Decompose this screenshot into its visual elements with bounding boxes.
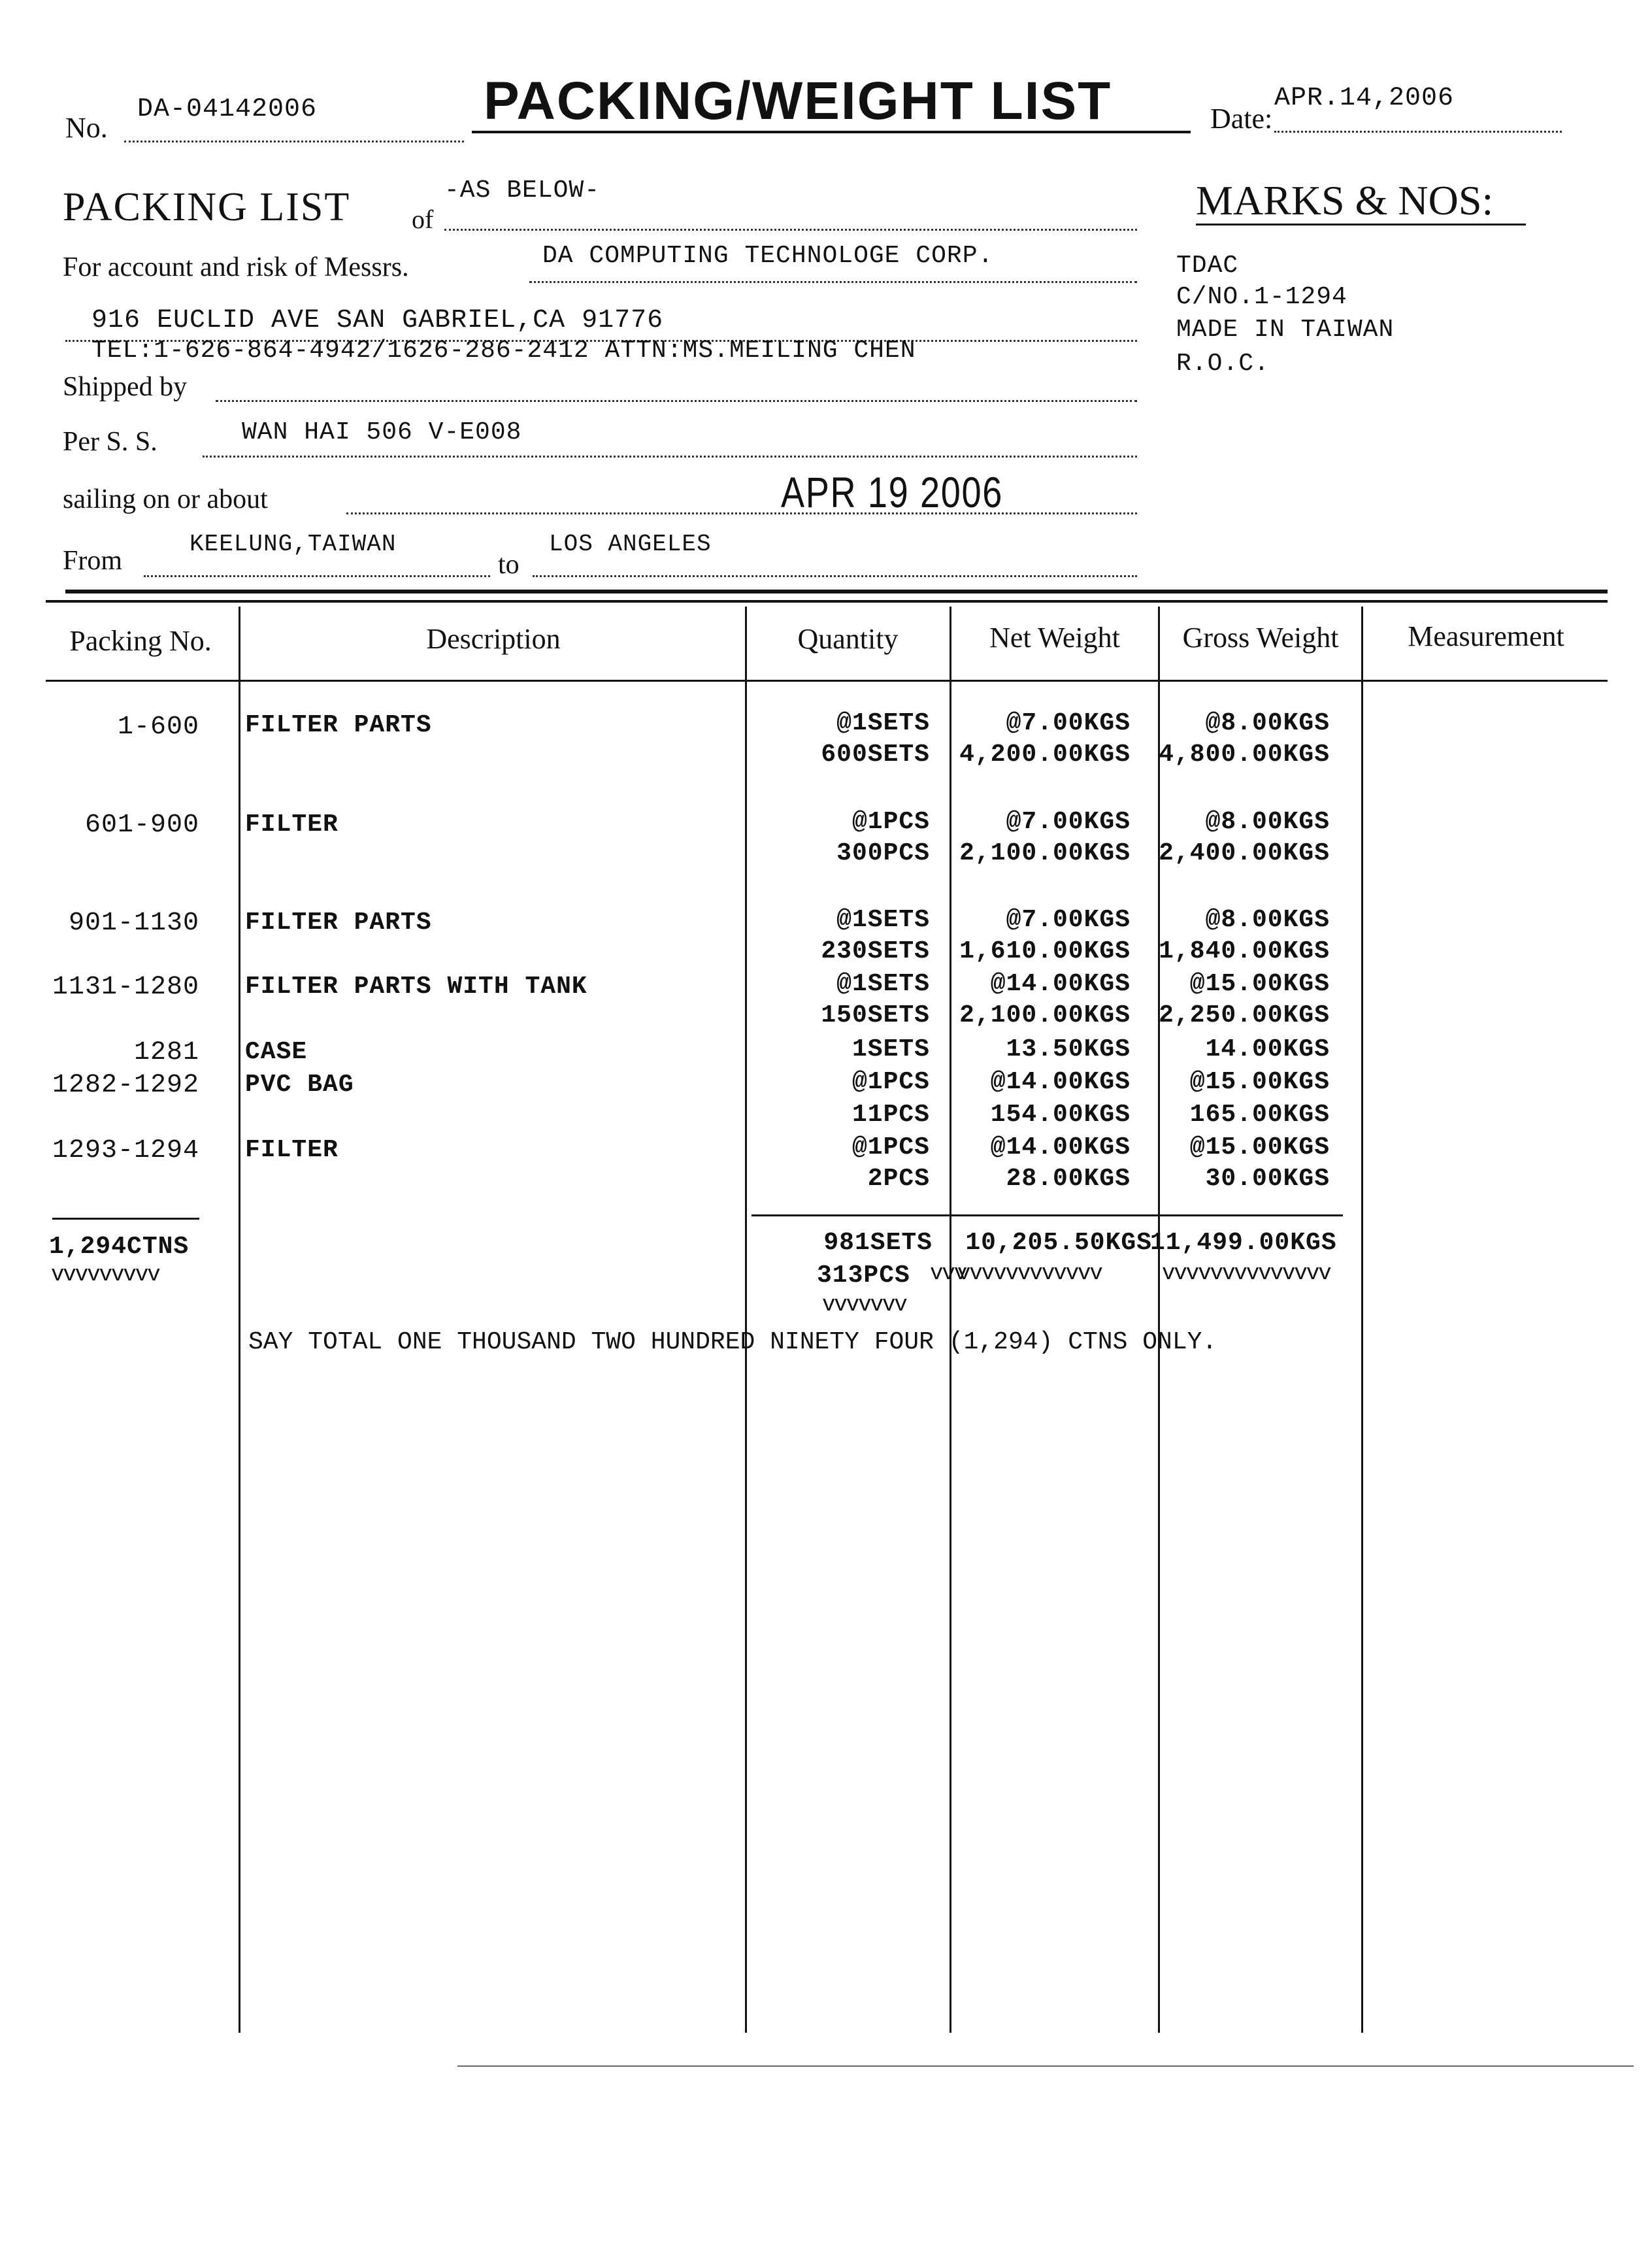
cell-quantity: @1SETS [836,970,930,998]
column-divider [745,607,747,2033]
cell-packing-no: 1282-1292 [52,1071,199,1100]
cell-gross-weight: @8.00KGS [1205,808,1330,836]
cell-packing-no: 601-900 [84,810,199,840]
shipped-by-dotted-line [216,400,1137,402]
cell-net-weight: 154.00KGS [990,1101,1131,1129]
cell-description: FILTER PARTS WITH TANK [245,973,587,1001]
cell-net-weight: @7.00KGS [1006,709,1131,737]
cell-net-weight: 1,610.00KGS [959,937,1131,965]
cell-description: FILTER [245,1136,339,1164]
column-divider [239,607,240,2033]
date-dotted-line [1274,131,1562,133]
shipped-by-label: Shipped by [63,372,188,402]
table-top-rule [65,590,1608,593]
sailing-label: sailing on or about [63,484,268,514]
table-top-rule-2 [46,600,1608,603]
cell-quantity: 600SETS [821,741,930,769]
account-value: DA COMPUTING TECHNOLOGE CORP. [542,242,994,270]
header-description: Description [426,623,561,655]
from-value: KEELUNG,TAIWAN [190,531,397,558]
marks-title: MARKS & NOS: [1196,177,1494,224]
header-measurement: Measurement [1408,620,1564,652]
number-label: No. [65,112,108,144]
number-value: DA-04142006 [137,95,318,124]
per-ss-label: Per S. S. [63,427,157,457]
cell-gross-weight: 30.00KGS [1205,1165,1330,1193]
cell-net-weight: @7.00KGS [1006,906,1131,934]
sailing-dotted-line [346,512,1137,514]
date-label: Date: [1210,103,1273,135]
of-dotted-line [444,229,1137,231]
column-divider [1361,607,1363,2033]
total-gross-weight: 11,499.00KGS [1150,1229,1337,1257]
total-rule-packing [52,1218,199,1220]
sailing-date-stamp: APR 19 2006 [781,468,1003,516]
cell-description: CASE [245,1038,308,1066]
cell-packing-no: 1131-1280 [52,973,199,1002]
cell-gross-weight: 14.00KGS [1205,1035,1330,1063]
cell-description: FILTER [245,810,339,839]
cell-net-weight: 13.50KGS [1006,1035,1131,1063]
cell-gross-weight: 1,840.00KGS [1159,937,1330,965]
cell-gross-weight: @8.00KGS [1205,906,1330,934]
cell-description: FILTER PARTS [245,909,432,937]
cell-description: FILTER PARTS [245,711,432,739]
cell-gross-weight: @8.00KGS [1205,709,1330,737]
title-underline [472,131,1191,133]
total-quantity-sets: 981SETS [823,1229,933,1257]
cell-net-weight: 4,200.00KGS [959,741,1131,769]
total-net-weight-ticks: vvvvvvvvvvvv [957,1261,1102,1286]
total-quantity-ticks: vvvvvvv [822,1293,906,1318]
cell-net-weight: @14.00KGS [990,1133,1131,1161]
of-value: -AS BELOW- [444,176,601,205]
cell-quantity: 230SETS [821,937,930,965]
total-quantity-pcs-ticks: vvv [930,1261,966,1286]
say-total-statement: SAY TOTAL ONE THOUSAND TWO HUNDRED NINETY FOUR (1,294) CTNS ONLY. [248,1328,1217,1356]
cell-gross-weight: 4,800.00KGS [1159,741,1330,769]
cell-net-weight: 2,100.00KGS [959,1001,1131,1029]
cell-quantity: @1PCS [851,1068,930,1096]
from-dotted-line [144,575,490,577]
header-quantity: Quantity [797,623,899,655]
cell-gross-weight: @15.00KGS [1189,1068,1330,1096]
marks-line: MADE IN TAIWAN [1176,316,1395,344]
account-dotted-line [529,281,1137,283]
header-gross-weight: Gross Weight [1182,622,1339,654]
total-rule-weights [752,1214,1343,1216]
scan-edge-line [457,2065,1634,2067]
packing-list-label: PACKING LIST [63,185,351,229]
header-net-weight: Net Weight [989,622,1120,654]
cell-gross-weight: @15.00KGS [1189,970,1330,998]
cell-quantity: 300PCS [836,839,930,867]
cell-quantity: @1SETS [836,906,930,934]
cell-quantity: @1PCS [851,1133,930,1161]
total-packing: 1,294CTNS [49,1233,190,1261]
cell-gross-weight: 165.00KGS [1189,1101,1330,1129]
marks-title-underline [1196,224,1526,226]
cell-packing-no: 1293-1294 [52,1136,199,1165]
cell-net-weight: @14.00KGS [990,970,1131,998]
marks-line: TDAC [1176,252,1239,280]
to-label: to [498,550,520,580]
address-line-2: TEL:1-626-864-4942/1626-286-2412 ATTN:MS.MEILING CHEN [91,337,916,365]
total-quantity-pcs: 313PCS [817,1261,910,1290]
number-dotted-line [124,141,464,142]
cell-quantity: @1PCS [851,808,930,836]
total-net-weight: 10,205.50KGS [965,1229,1152,1257]
per-ss-value: WAN HAI 506 V-E008 [242,418,522,446]
cell-description: PVC BAG [245,1071,354,1099]
cell-quantity: 1SETS [851,1035,930,1063]
cell-quantity: @1SETS [836,709,930,737]
cell-gross-weight: 2,250.00KGS [1159,1001,1330,1029]
total-gross-weight-ticks: vvvvvvvvvvvvvv [1162,1261,1330,1286]
document-title: PACKING/WEIGHT LIST [484,71,1112,131]
cell-gross-weight: @15.00KGS [1189,1133,1330,1161]
marks-line: R.O.C. [1176,350,1270,378]
total-packing-ticks: vvvvvvvvv [51,1263,159,1288]
cell-net-weight: 2,100.00KGS [959,839,1131,867]
table-header-rule [46,680,1608,682]
date-value: APR.14,2006 [1274,84,1455,113]
cell-packing-no: 1-600 [117,712,199,742]
address-line-1: 916 EUCLID AVE SAN GABRIEL,CA 91776 [91,306,664,335]
cell-gross-weight: 2,400.00KGS [1159,839,1330,867]
cell-quantity: 150SETS [821,1001,930,1029]
account-label: For account and risk of Messrs. [63,252,409,282]
cell-net-weight: 28.00KGS [1006,1165,1131,1193]
cell-quantity: 2PCS [867,1165,930,1193]
from-label: From [63,546,123,576]
header-packing-no: Packing No. [69,625,212,657]
cell-net-weight: @7.00KGS [1006,808,1131,836]
of-label: of [412,205,434,234]
cell-net-weight: @14.00KGS [990,1068,1131,1096]
to-value: LOS ANGELES [549,531,712,558]
to-dotted-line [533,575,1137,577]
cell-packing-no: 901-1130 [68,909,199,938]
per-ss-dotted-line [203,456,1137,458]
marks-line: C/NO.1-1294 [1176,283,1347,311]
cell-packing-no: 1281 [133,1038,199,1067]
cell-quantity: 11PCS [851,1101,930,1129]
